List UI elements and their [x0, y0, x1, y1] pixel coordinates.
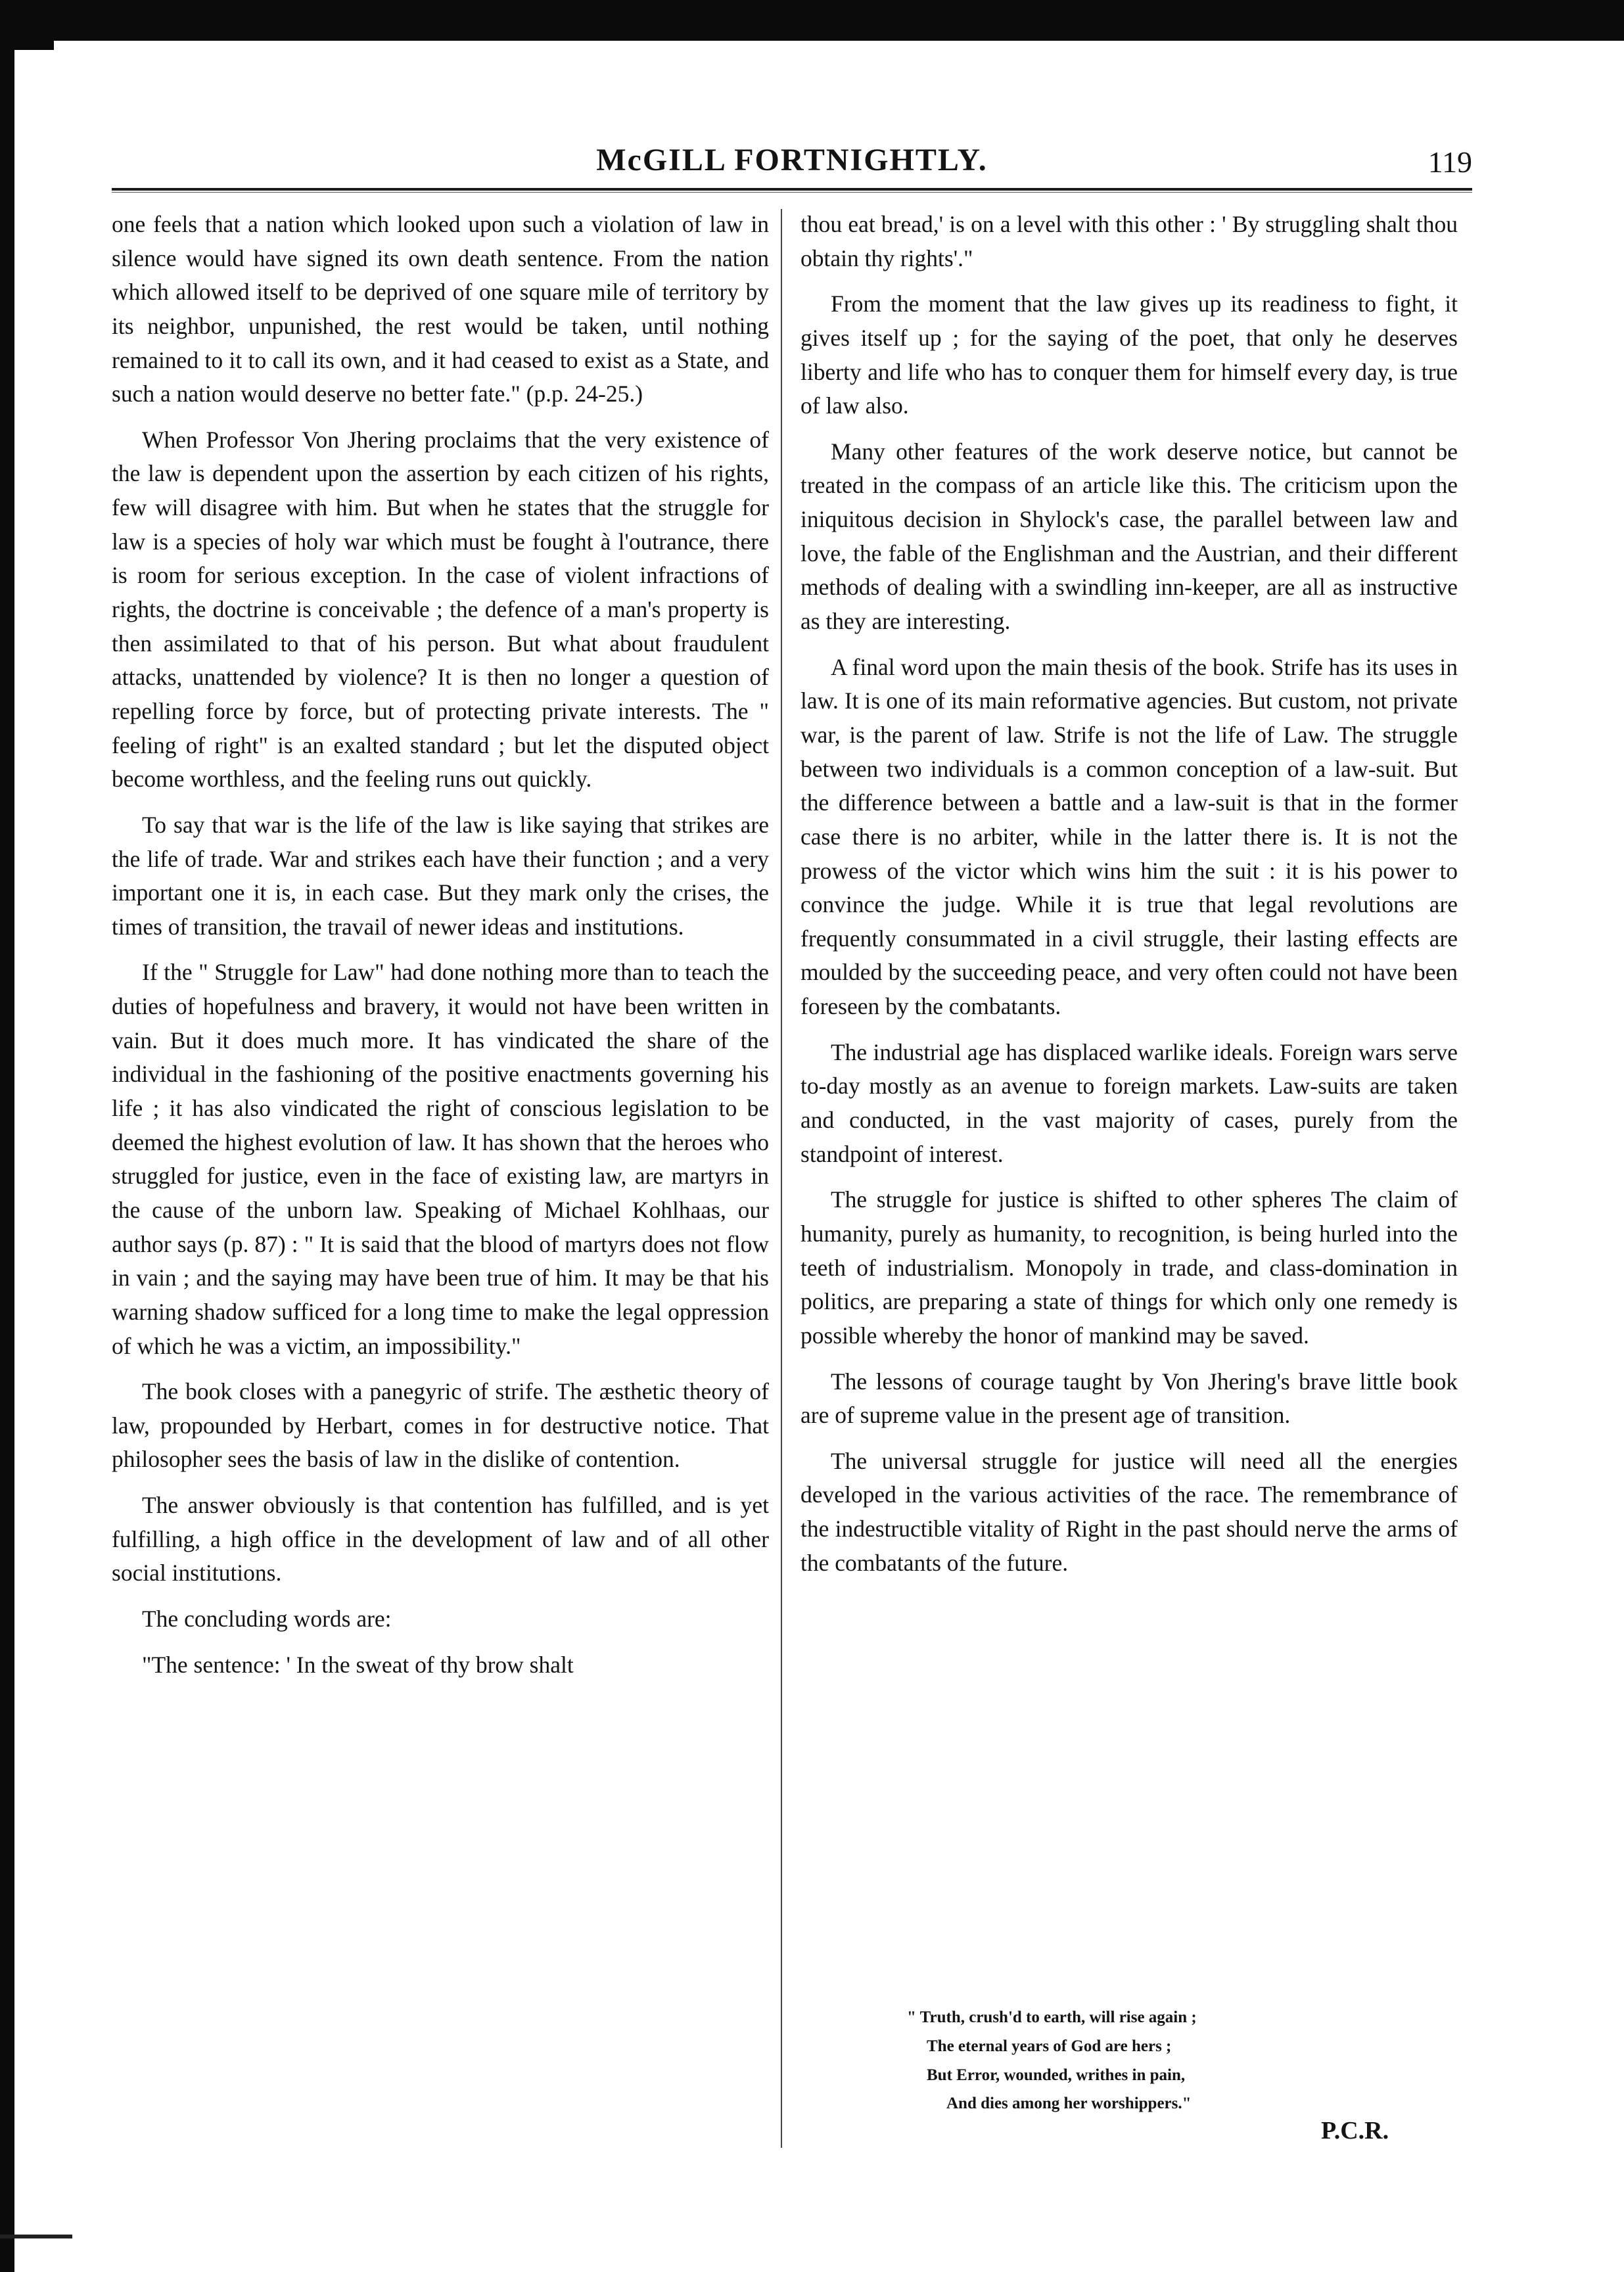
header-rule: [112, 188, 1472, 191]
paragraph: The lessons of courage taught by Von Jhering's brave little book are of supreme value in the present age of transition.: [800, 1368, 1458, 1429]
paragraph: one feels that a nation which looked upon such a violation of law in silence would have signed its own death sentence. From the nation which allowed itself to be deprived of one square mile of territory by its neighbor, unpunished, the rest would be taken, until nothing remained to it to call its own, and it had ceased to exist as a State, and such a nation would deserve no better fate." (p.p. 24-25.): [112, 211, 769, 407]
poem-line: But Error, wounded, writhes in pain,: [927, 2066, 1186, 2084]
scan-border-foot: [0, 2235, 72, 2238]
paragraph: "The sentence: ' In the sweat of thy brow shalt: [142, 1651, 574, 1678]
journal-title: McGILL FORTNIGHTLY.: [596, 143, 988, 177]
paragraph: When Professor Von Jhering proclaims that the very existence of the law is dependent upon the assertion by each citizen of his rights, few will disagree with him. But when he states that the struggle for law is a species of holy war which must be fought à l'outrance, there is room for serious exception. In the case of violent infractions of rights, the doctrine is conceivable ; the defence of a man's property is then assimilated to that of his person. But what about fraudulent attacks, unattended by violence? It is then no longer a question of repelling force by force, but of protecting private interests. The " feeling of right" is an exalted standard ; but let the disputed object become worthless, and the feeling runs out quickly.: [112, 426, 769, 793]
right-column: [800, 208, 1458, 1592]
author-signature: P.C.R.: [1321, 2117, 1389, 2144]
paragraph: The industrial age has displaced warlike ideals. Foreign wars serve to-day mostly as an avenue to foreign markets. Law-suits are taken and conducted, in the vast majority of cases, purely from the standpoint of interest.: [800, 1038, 1458, 1167]
scan-border-top: [0, 0, 1624, 41]
paragraph: The book closes with a panegyric of strife. The æsthetic theory of law, propounded by Herbart, comes in for destructive notice. That philosopher sees the basis of law in the dislike of contention.: [112, 1378, 769, 1473]
left-column: [112, 208, 769, 1694]
poem-quotation: [907, 2003, 1334, 2118]
paragraph: The concluding words are:: [142, 1605, 392, 1632]
poem-line: The eternal years of God are hers ;: [927, 2037, 1172, 2055]
paragraph: The answer obviously is that contention has fulfilled, and is yet fulfilling, a high office in the development of law and of all other social institutions.: [112, 1492, 769, 1587]
paragraph: thou eat bread,' is on a level with this other : ' By struggling shalt thou obtain thy rights'.": [800, 211, 1458, 271]
running-head: [112, 139, 1472, 185]
header-rule-thin: [112, 192, 1472, 193]
paragraph: If the " Struggle for Law" had done nothing more than to teach the duties of hopefulness and bravery, it would not have been written in vain. But it does much more. It has vindicated the share of the individual in the fashioning of the positive enactments governing his life ; it has also vindicated the right of conscious legislation to be deemed the highest evolution of law. It has shown that the heroes who struggled for justice, even in the face of existing law, are martyrs in the cause of the unborn law. Speaking of Michael Kohlhaas, our author says (p. 87) : " It is said that the blood of martyrs does not flow in vain ; and the saying may have been true of him. It may be that his warning shadow sufficed for a long time to make the legal oppression of which he was a victim, an impossibility.": [112, 959, 769, 1359]
paragraph: The universal struggle for justice will need all the energies developed in the various activities of the race. The remembrance of the indestructible vitality of Right in the past should nerve the arms of the combatants of the future.: [800, 1447, 1458, 1576]
poem-line: " Truth, crush'd to earth, will rise again ;: [907, 2008, 1197, 2026]
paragraph: Many other features of the work deserve notice, but cannot be treated in the compass of an article like this. The criticism upon the iniquitous decision in Shylock's case, the parallel between law and love, the fable of the Englishman and the Austrian, and their different methods of dealing with a swindling inn-keeper, are all as instructive as they are interesting.: [800, 438, 1458, 635]
paragraph: To say that war is the life of the law is like saying that strikes are the life of trade. War and strikes each have their function ; and a very important one it is, in each case. But they mark only the crises, the times of transition, the travail of newer ideas and institutions.: [112, 811, 769, 940]
scan-border-left: [0, 41, 14, 2272]
paragraph: From the moment that the law gives up its readiness to fight, it gives itself up ; for the saying of the poet, that only he deserves liberty and life who has to conquer them for himself every day, is true of law also.: [800, 290, 1458, 419]
scan-border-corner: [14, 41, 54, 50]
page-number: 119: [1427, 145, 1472, 179]
paragraph: A final word upon the main thesis of the book. Strife has its uses in law. It is one of its main reformative agencies. But custom, not private war, is the parent of law. Strife is not the life of Law. The struggle between two individuals is a common conception of a law-suit. But the difference between a battle and a law-suit is that in the former case there is no arbiter, while in the latter there is. It is not the prowess of the victor which wins him the suit : it is his power to convince the judge. While it is true that legal revolutions are frequently consummated in a civil struggle, their lasting effects are moulded by the succeeding peace, and very often could not have been foreseen by the combatants.: [800, 653, 1458, 1020]
column-divider: [781, 209, 782, 2148]
poem-line: And dies among her worshippers.": [946, 2095, 1192, 2113]
paragraph: The struggle for justice is shifted to other spheres The claim of humanity, purely as humanity, to recognition, is being hurled into the teeth of industrialism. Monopoly in trade, and class-domination in politics, are preparing a state of things for which only one remedy is possible whereby the honor of mankind may be saved.: [800, 1186, 1458, 1349]
